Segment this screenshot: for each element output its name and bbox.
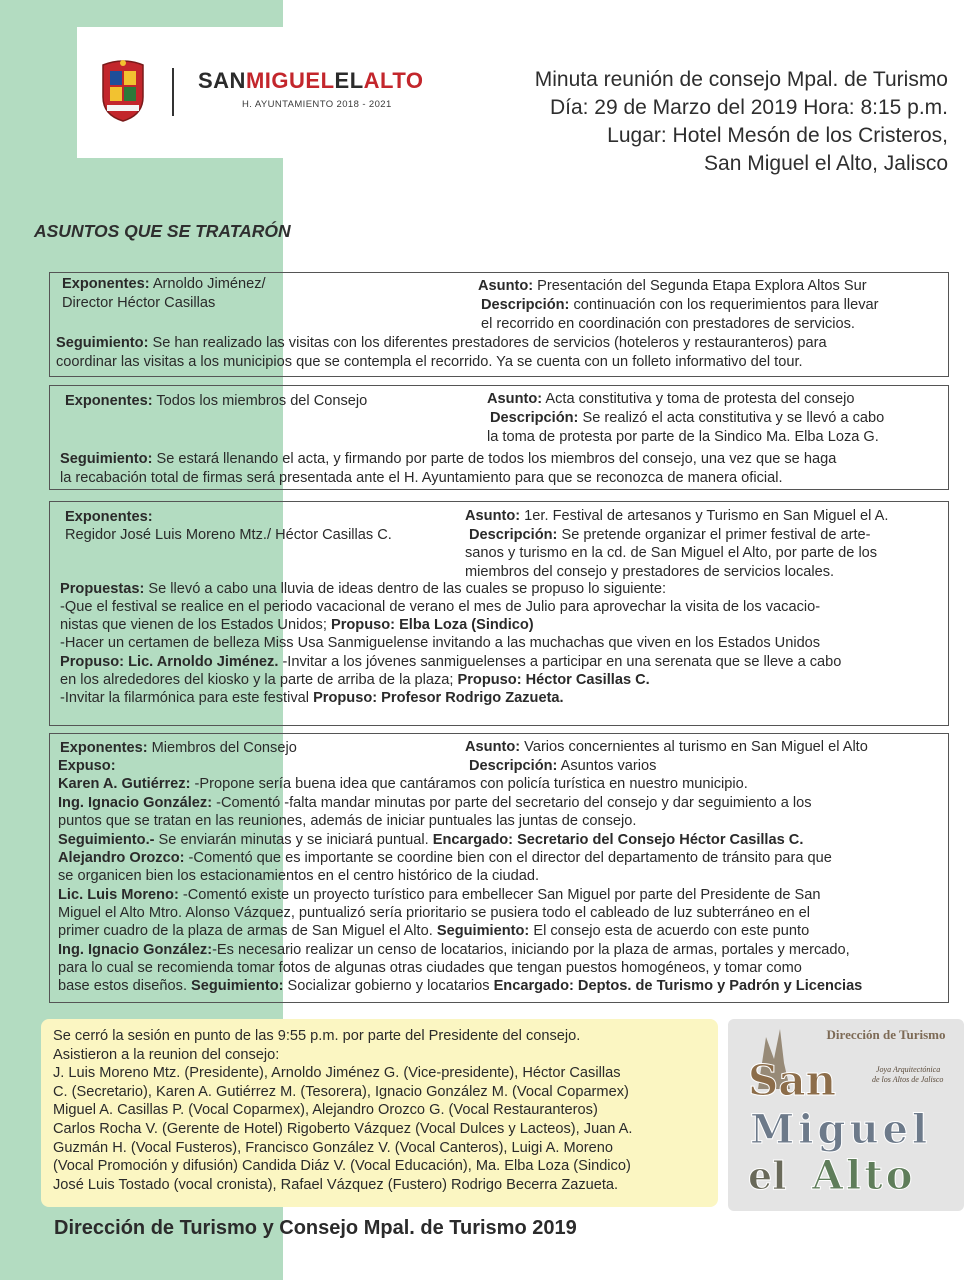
box4-row-3: puntos que se tratan en las reuniones, además de iniciar puntuales las juntas de consejo. xyxy=(58,813,637,829)
header-title: Minuta reunión de consejo Mpal. de Turismo xyxy=(534,68,948,91)
box4-row-9: primer cuadro de la plaza de armas de San Miguel el Alto. Seguimiento: El consejo esta de acuerdo con este punto xyxy=(58,923,810,939)
box3-line-2: nistas que vienen de los Estados Unidos; Propuso: Elba Loza (Sindico) xyxy=(60,617,534,633)
box1-descripcion-2: el recorrido en coordinación con prestadores de servicios. xyxy=(481,316,855,332)
box4-exponentes: Exponentes: Miembros del Consejo xyxy=(60,740,297,756)
logo-divider xyxy=(172,68,174,116)
box2-seguimiento: Seguimiento: Se estará llenando el acta, y firmando por parte de todos los miembros del consejo, una vez que se haga xyxy=(60,451,837,467)
box4-asunto: Asunto: Varios concernientes al turismo en San Miguel el Alto xyxy=(465,739,868,755)
box2-descripcion-2: la toma de protesta por parte de la Sindico Ma. Elba Loza G. xyxy=(487,429,879,445)
closing-line-9: José Luis Tostado (vocal cronista), Rafael Vázquez (Fustero) Rodrigo Becerra Zazueta. xyxy=(53,1177,619,1193)
box2-exponentes: Exponentes: Todos los miembros del Consejo xyxy=(65,393,368,409)
closing-line-8: (Vocal Promoción y difusión) Candida Diáz V. (Vocal Educación), Ma. Elba Loza (Sindico) xyxy=(53,1158,631,1174)
box3-line-3: -Hacer un certamen de belleza Miss Usa Sanmiguelense invitando a las muchachas que viven en los Estados Unidos xyxy=(60,635,821,651)
tourism-logo-art xyxy=(728,1019,964,1211)
box4-row-10: Ing. Ignacio González:-Es necesario realizar un censo de locatarios, iniciando por la plaza de armas, portales y mercado, xyxy=(58,942,850,958)
box1-seguimiento: Seguimiento: Se han realizado las visitas con los diferentes prestadores de servicios (hoteleros y restauranteros) para xyxy=(56,335,827,351)
box3-line-5: en los alrededores del kiosko y la parte de arriba de la plaza; Propuso: Héctor Casillas C. xyxy=(60,672,650,688)
closing-line-5: Miguel A. Casillas P. (Vocal Coparmex), Alejandro Orozco G. (Vocal Restauranteros) xyxy=(53,1102,598,1118)
coat-of-arms-icon xyxy=(98,57,148,123)
closing-line-3: J. Luis Moreno Mtz. (Presidente), Arnoldo Jiménez G. (Vice-presidente), Héctor Casillas xyxy=(53,1065,621,1081)
box3-line-1: -Que el festival se realice en el periodo vacacional de verano el mes de Julio para aprovechar la visita de los vacacio- xyxy=(60,599,821,615)
municipality-name: SANMIGUELELALTO xyxy=(198,68,424,93)
header-place: Lugar: Hotel Mesón de los Cristeros, xyxy=(607,124,948,147)
box1-exponentes-2: Director Héctor Casillas xyxy=(62,295,216,311)
box3-exponentes-label: Exponentes: xyxy=(65,509,153,525)
header-date: Día: 29 de Marzo del 2019 Hora: 8:15 p.m. xyxy=(549,96,948,119)
section-title: ASUNTOS QUE SE TRATARÓN xyxy=(34,221,291,241)
closing-line-1: Se cerró la sesión en punto de las 9:55 p.m. por parte del Presidente del consejo. xyxy=(53,1028,581,1044)
box3-descripcion-2: sanos y turismo en la cd. de San Miguel el Alto, por parte de los xyxy=(465,545,878,561)
tourism-logo-tagline-1: Joya Arquitectónica xyxy=(876,1065,941,1074)
tourism-logo-tagline-2: de los Altos de Jalisco xyxy=(872,1075,944,1084)
box2-descripcion: Descripción: Se realizó el acta constitutiva y se llevó a cabo xyxy=(490,410,885,426)
box3-propuestas: Propuestas: Se llevó a cabo una lluvia de ideas dentro de las cuales se propuso lo siguiente: xyxy=(60,581,667,597)
tourism-logo-san: San xyxy=(748,1056,837,1105)
box4-expuso: Expuso: xyxy=(58,758,116,774)
closing-line-6: Carlos Rocha V. (Gerente de Hotel) Rigoberto Vázquez (Vocal Dulces y Lacteos), Juan A. xyxy=(53,1121,633,1137)
box1-seguimiento-2: coordinar las visitas a los municipios que se contempla el recorrido. Ya se cuenta con un folleto informativo del tour. xyxy=(56,354,803,370)
tourism-logo-alto: Alto xyxy=(812,1152,916,1199)
box3-descripcion-3: miembros del consejo y prestadores de servicios locales. xyxy=(465,564,835,580)
box2-asunto: Asunto: Acta constitutiva y toma de protesta del consejo xyxy=(487,391,855,407)
box1-descripcion: Descripción: continuación con los requerimientos para llevar xyxy=(481,297,879,313)
closing-line-4: C. (Secretario), Karen A. Gutiérrez M. (Tesorera), Ignacio González M. (Vocal Coparmex) xyxy=(53,1084,629,1100)
box4-row-12: base estos diseños. Seguimiento: Socializar gobierno y locatarios Encargado: Deptos. de Turismo y Padrón y Licencias xyxy=(58,978,863,994)
box4-row-6: se organicen bien los estacionamientos en el centro histórico de la ciudad. xyxy=(58,868,540,884)
box4-row-11: para lo cual se recomienda tomar fotos de algunas otras ciudades que tengan puestos homogéneos, y tomar como xyxy=(58,960,802,976)
municipality-subtitle: H. AYUNTAMIENTO 2018 - 2021 xyxy=(242,99,392,110)
box4-row-5: Alejandro Orozco: -Comentó que es importante se coordine bien con el director del departamento de tránsito para que xyxy=(58,850,832,866)
box4-row-7: Lic. Luis Moreno: -Comentó existe un proyecto turístico para embellecer San Miguel por parte del Presidente de San xyxy=(58,887,821,903)
box1-exponentes: Exponentes: Arnoldo Jiménez/ xyxy=(62,276,266,292)
tourism-logo-el: el xyxy=(748,1153,787,1198)
box4-row-1: Karen A. Gutiérrez: -Propone sería buena idea que cantáramos con policía turística en nuestro municipio. xyxy=(58,776,748,792)
box2-seguimiento-2: la recabación total de firmas será presentada ante el H. Ayuntamiento para que se reconozca de manera oficial. xyxy=(60,470,783,486)
box4-row-4: Seguimiento.- Se enviarán minutas y se iniciará puntual. Encargado: Secretario del Consejo Héctor Casillas C. xyxy=(58,832,804,848)
box4-descripcion: Descripción: Asuntos varios xyxy=(469,758,657,774)
box3-line-4: Propuso: Lic. Arnoldo Jiménez. -Invitar a los jóvenes sanmiguelenses a participar en una serenata que se lleve a cabo xyxy=(60,654,842,670)
box3-descripcion: Descripción: Se pretende organizar el primer festival de arte- xyxy=(469,527,871,543)
closing-line-7: Guzmán H. (Vocal Fusteros), Francisco González V. (Vocal Canteros), Luigi A. Moreno xyxy=(53,1140,613,1156)
tourism-logo-miguel: Miguel xyxy=(750,1106,932,1153)
box3-line-6: -Invitar la filarmónica para este festival Propuso: Profesor Rodrigo Zazueta. xyxy=(60,690,564,706)
box4-row-2: Ing. Ignacio González: -Comentó -falta mandar minutas por parte del secretario del consejo y dar seguimiento a los xyxy=(58,795,812,811)
box4-row-8: Miguel el Alto Mtro. Alonso Vázquez, puntualizó sería prioritario se pusiera todo el cableado de luz subterráneo en el xyxy=(58,905,811,921)
header-city: San Miguel el Alto, Jalisco xyxy=(704,152,948,175)
tourism-logo-top: Dirección de Turismo xyxy=(826,1027,946,1042)
box1-asunto: Asunto: Presentación del Segunda Etapa Explora Altos Sur xyxy=(478,278,867,294)
footer-title: Dirección de Turismo y Consejo Mpal. de Turismo 2019 xyxy=(54,1217,577,1239)
box3-asunto: Asunto: 1er. Festival de artesanos y Turismo en San Miguel el A. xyxy=(465,508,889,524)
closing-line-2: Asistieron a la reunion del consejo: xyxy=(53,1047,280,1063)
box3-exponentes: Regidor José Luis Moreno Mtz./ Héctor Casillas C. xyxy=(65,527,392,543)
